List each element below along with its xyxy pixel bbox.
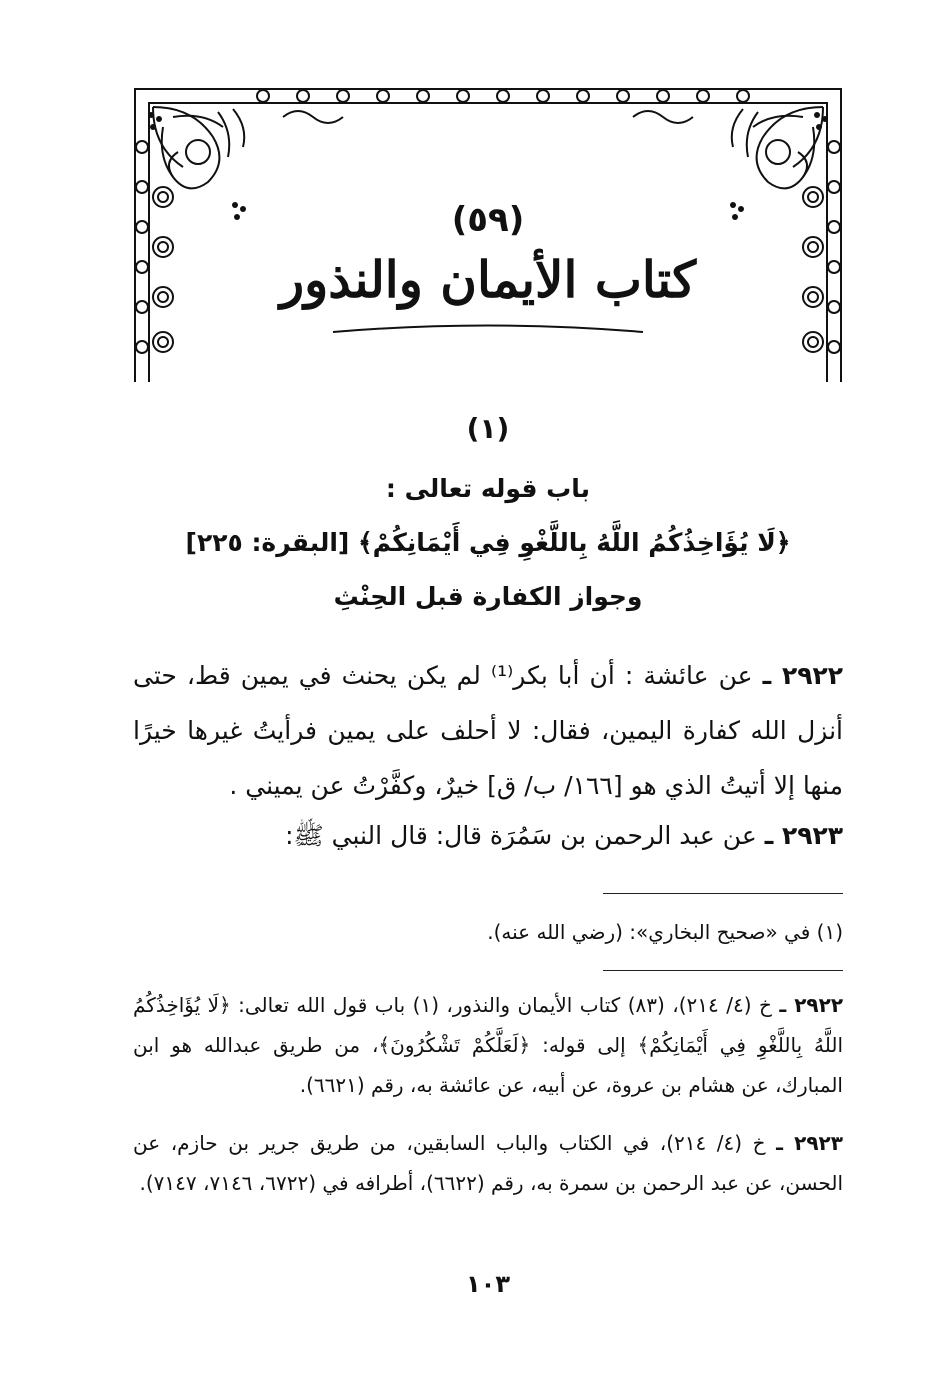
chapter-number: (١) — [466, 412, 510, 445]
references-divider — [603, 970, 843, 971]
book-number: (٥٩) — [451, 200, 525, 240]
chapter-heading-line1: باب قوله تعالى : — [385, 474, 591, 503]
reference-2922 — [133, 985, 843, 1105]
chapter-heading-line3: وجواز الكفارة قبل الحِنْثِ — [333, 582, 643, 611]
reference-number: ٢٩٢٣ ـ — [776, 1131, 843, 1155]
hadith-number: ٢٩٢٣ ـ — [764, 821, 843, 850]
reference-text: خ (٤/ ٢١٤)، (٨٣) كتاب الأيمان والنذور، (١) باب قول الله تعالى: ﴿لَا يُؤَاخِذُكُمُ اللَّهُ بِاللَّغْوِ فِي أَيْمَانِكُمْ﴾ إلى قوله: ﴿لَعَلَّكُمْ تَشْكُرُونَ﴾، من طريق عبدالله هو ابن المبارك، عن هشام بن عروة، عن أبيه، عن عائشة به، رقم (٦٦٢١). — [133, 993, 843, 1097]
reference-2923 — [133, 1123, 843, 1203]
hadith-2922 — [133, 648, 843, 813]
chapter-heading-quran-verse: ﴿لَا يُؤَاخِذُكُمُ اللَّهُ بِاللَّغْوِ فِي أَيْمَانِكُمْ﴾ [البقرة: ٢٢٥] — [185, 528, 791, 557]
reference-number: ٢٩٢٢ ـ — [779, 993, 844, 1017]
book-title: كتاب الأيمان والنذور — [279, 250, 697, 309]
hadith-text: عن عائشة : أن أبا بكر⁽¹⁾ لم يكن يحنث في يمين قط، حتى أنزل الله كفارة اليمين، فقال: لا أحلف على يمين فرأيتُ غيرها خيرًا منها إلا أتيتُ الذي هو [١٦٦/ ب/ ق] خيرٌ، وكفَّرْتُ عن يميني . — [133, 661, 843, 800]
hadith-text: عن عبد الرحمن بن سَمُرَة قال: قال النبي ﷺ: — [285, 821, 757, 850]
reference-text: خ (٤/ ٢١٤)، في الكتاب والباب السابقين، من طريق جرير بن حازم، عن الحسن، عن عبد الرحمن بن سمرة به، رقم (٦٦٢٢)، أطرافه في (٦٧٢٢، ٧١٤٦، ٧١٤٧). — [133, 1131, 843, 1195]
hadith-number: ٢٩٢٢ ـ — [762, 661, 843, 690]
footnote-divider — [603, 893, 843, 894]
footnote-1: (١) في «صحيح البخاري»: (رضي الله عنه). — [487, 920, 843, 944]
hadith-2923 — [133, 808, 843, 863]
page-number: ١٠٣ — [466, 1270, 510, 1298]
